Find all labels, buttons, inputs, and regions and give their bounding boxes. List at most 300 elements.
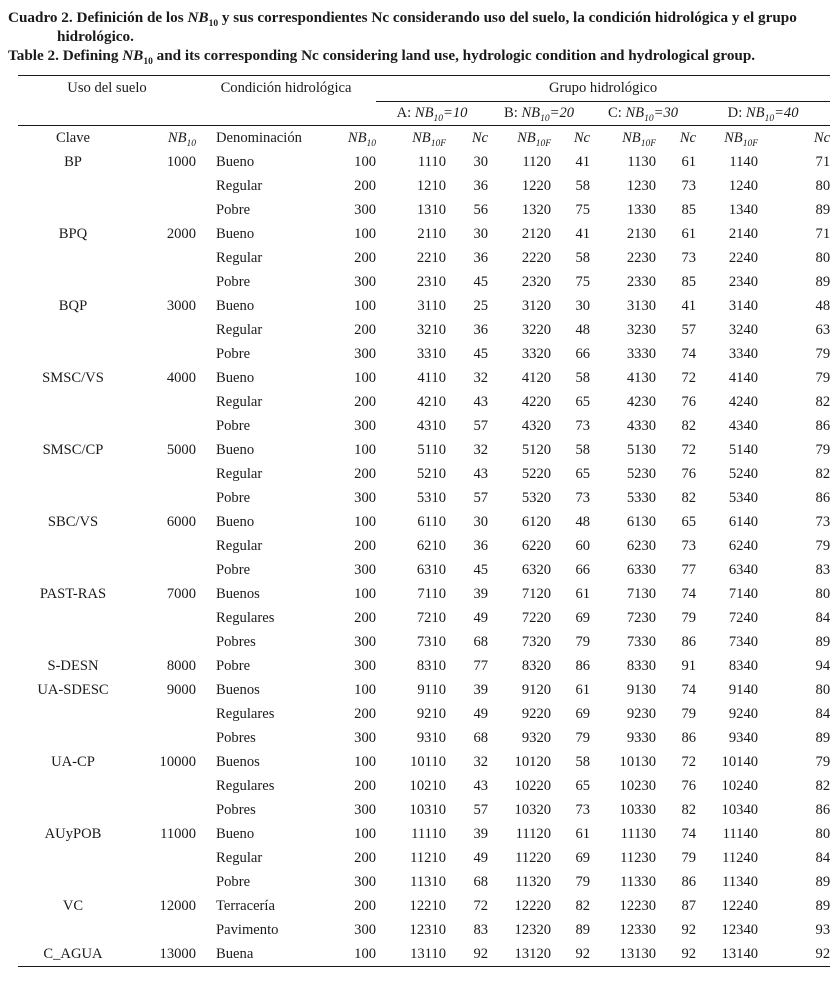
cell: 8330 — [626, 657, 657, 674]
nb-subscript: 10 — [208, 19, 219, 30]
table-row — [18, 246, 830, 270]
cell: 76 — [681, 777, 697, 794]
cell: 12230 — [619, 897, 657, 914]
cell: 3000 — [166, 297, 197, 314]
cell — [18, 702, 128, 726]
cell: 92 — [681, 921, 697, 938]
cell: 11330 — [620, 873, 657, 890]
cell: 89 — [815, 633, 831, 650]
nb-symbol: NB — [167, 129, 187, 146]
cell — [128, 534, 196, 558]
cell: 7000 — [166, 585, 197, 602]
cell — [18, 318, 128, 342]
cell: 3310 — [416, 345, 447, 362]
cell: 71 — [815, 153, 831, 170]
cell: 11120 — [515, 825, 552, 842]
cell: 100 — [354, 153, 377, 170]
cell: Buenos — [216, 681, 260, 698]
col-header-nc-a: Nc — [471, 129, 489, 146]
cell: Bueno — [216, 441, 255, 458]
cell: 80 — [815, 249, 831, 266]
cell: 65 — [575, 465, 591, 482]
nb-subscript: 10F — [535, 138, 552, 149]
cell: 1110 — [417, 153, 447, 170]
cell: UA-SDESC — [37, 681, 109, 698]
cell: 100 — [354, 225, 377, 242]
cell: 300 — [354, 489, 377, 506]
nb-symbol: NB — [187, 9, 209, 26]
cell: Buena — [216, 945, 254, 962]
cell — [18, 390, 128, 414]
cell: 4230 — [626, 393, 657, 410]
cell: 5330 — [626, 489, 657, 506]
cell — [128, 870, 196, 894]
cell: 9240 — [728, 705, 759, 722]
nb-symbol: NB — [625, 105, 645, 122]
cell: Pobre — [216, 873, 251, 890]
cell: 100 — [354, 297, 377, 314]
cell: 65 — [575, 393, 591, 410]
cell: 61 — [575, 585, 591, 602]
cell — [128, 630, 196, 654]
cell: 300 — [354, 921, 377, 938]
cell — [18, 846, 128, 870]
cell — [128, 390, 196, 414]
cell: 9320 — [521, 729, 552, 746]
cell: 300 — [354, 345, 377, 362]
cell: 30 — [473, 225, 489, 242]
cell: Pobres — [216, 633, 256, 650]
cell: 8000 — [166, 657, 197, 674]
cell: 9120 — [521, 681, 552, 698]
cell: 57 — [473, 801, 489, 818]
table-row — [18, 726, 830, 750]
cell: 6000 — [166, 513, 197, 530]
cell: 89 — [815, 201, 831, 218]
caption-spanish-line1 — [8, 8, 832, 30]
nb-symbol: NB — [347, 129, 367, 146]
cell: 8320 — [521, 657, 552, 674]
cell: 6140 — [728, 513, 759, 530]
nb-subscript: 10F — [742, 138, 759, 149]
cell: 79 — [681, 609, 697, 626]
caption-english — [8, 46, 832, 68]
cell: 80 — [815, 825, 831, 842]
table-row — [18, 366, 830, 390]
cell: 1140 — [729, 153, 759, 170]
cell — [128, 486, 196, 510]
cell: 25 — [473, 297, 489, 314]
cell: 2140 — [728, 225, 759, 242]
table-row — [18, 438, 830, 462]
header-condicion-hidrologica: Condición hidrológica — [220, 80, 352, 97]
table-row — [18, 534, 830, 558]
cell: Pobre — [216, 273, 251, 290]
cell: 41 — [681, 297, 697, 314]
cell: 6220 — [521, 537, 552, 554]
nb-subscript: 10 — [366, 138, 377, 149]
cell: 2130 — [626, 225, 657, 242]
cell: 89 — [815, 729, 831, 746]
cell: 73 — [575, 489, 591, 506]
cell: 65 — [681, 513, 697, 530]
col-header-denominacion: Denominación — [216, 129, 302, 146]
cell: 73 — [575, 801, 591, 818]
cell: 12340 — [721, 921, 759, 938]
cell: 92 — [473, 945, 489, 962]
cell — [18, 270, 128, 294]
cell: 13120 — [514, 945, 552, 962]
cell: 1340 — [728, 201, 759, 218]
col-header-clave: Clave — [55, 129, 91, 146]
cell: 73 — [681, 537, 697, 554]
cell: 69 — [575, 849, 591, 866]
cell: 57 — [473, 417, 489, 434]
nb-subscript: 10F — [430, 138, 447, 149]
cell: 83 — [815, 561, 831, 578]
cell — [18, 918, 128, 942]
cell: Bueno — [216, 513, 255, 530]
cell: 300 — [354, 873, 377, 890]
cell: Regular — [216, 249, 263, 266]
header-group-b — [488, 102, 590, 126]
table-row — [18, 198, 830, 222]
cell: 72 — [681, 753, 697, 770]
cell: 1330 — [626, 201, 657, 218]
cell: 3110 — [417, 297, 447, 314]
cell: 2000 — [166, 225, 197, 242]
table-row — [18, 390, 830, 414]
cell — [18, 870, 128, 894]
cell: 43 — [473, 777, 489, 794]
cell: 86 — [681, 633, 697, 650]
cell: 4240 — [728, 393, 759, 410]
cell: Pobre — [216, 561, 251, 578]
group-value: =40 — [774, 105, 799, 122]
cell — [18, 462, 128, 486]
cell: 4340 — [728, 417, 759, 434]
nb-subscript: 10 — [764, 114, 775, 125]
table-row — [18, 942, 830, 967]
cell: 1230 — [626, 177, 657, 194]
cell: 76 — [681, 465, 697, 482]
cell: SMSC/VS — [42, 369, 104, 386]
cell: 74 — [681, 681, 697, 698]
cell: Bueno — [216, 153, 255, 170]
cell: 300 — [354, 561, 377, 578]
cell: 3120 — [521, 297, 552, 314]
cell: 1320 — [521, 201, 552, 218]
cell: 94 — [815, 657, 831, 674]
cell — [18, 726, 128, 750]
col-header-nb10f-d — [696, 126, 758, 151]
cell: 79 — [815, 537, 831, 554]
cell: Bueno — [216, 369, 255, 386]
cell: 2230 — [626, 249, 657, 266]
nb-symbol: NB — [122, 47, 144, 64]
cell: 200 — [354, 537, 377, 554]
cell: 1000 — [166, 153, 197, 170]
cell: 6320 — [521, 561, 552, 578]
cell: 11220 — [515, 849, 552, 866]
cell: 300 — [354, 801, 377, 818]
caption-block — [0, 0, 838, 68]
header-row-columns — [18, 126, 830, 151]
cell: 10220 — [514, 777, 552, 794]
cell: UA-CP — [51, 753, 95, 770]
table-row — [18, 582, 830, 606]
cell: 10240 — [721, 777, 759, 794]
nb-subscript: 10 — [143, 57, 153, 68]
group-letter: B: — [504, 105, 522, 122]
cell: 72 — [681, 441, 697, 458]
cell: 9310 — [416, 729, 447, 746]
cell: 45 — [473, 273, 489, 290]
header-row-hydrologic-groups — [18, 102, 830, 126]
cell — [18, 630, 128, 654]
cell: Regulares — [216, 705, 275, 722]
table-row — [18, 774, 830, 798]
table-row — [18, 486, 830, 510]
cell: 43 — [473, 393, 489, 410]
cell: 45 — [473, 345, 489, 362]
cell: 9140 — [728, 681, 759, 698]
cell: Bueno — [216, 297, 255, 314]
table-row — [18, 174, 830, 198]
cell: 1120 — [522, 153, 552, 170]
cell: 12240 — [721, 897, 759, 914]
cell: Pobre — [216, 201, 251, 218]
cell: Bueno — [216, 825, 255, 842]
header-group-d — [696, 102, 830, 126]
cell: 80 — [815, 585, 831, 602]
header-grupo-hidrologico: Grupo hidrológico — [376, 76, 830, 102]
cell — [18, 246, 128, 270]
cell: 61 — [681, 153, 697, 170]
cell: 11240 — [722, 849, 759, 866]
cell: 68 — [473, 633, 489, 650]
cell: 3220 — [521, 321, 552, 338]
cell: 200 — [354, 897, 377, 914]
cell: 69 — [575, 705, 591, 722]
table-row — [18, 798, 830, 822]
cell: 58 — [575, 177, 591, 194]
group-value: =20 — [549, 105, 575, 122]
cell: 48 — [575, 513, 591, 530]
cell: 12210 — [409, 897, 447, 914]
cell: 7130 — [626, 585, 657, 602]
cell — [128, 318, 196, 342]
cell: 82 — [815, 777, 831, 794]
cell: 89 — [815, 273, 831, 290]
caption-text: y sus correspondientes Nc considerando uso del suelo, la condición hidrológica y el grupo — [218, 9, 797, 26]
cell: 6240 — [728, 537, 759, 554]
cell: 63 — [815, 321, 831, 338]
cell: 58 — [575, 441, 591, 458]
cell: 10120 — [514, 753, 552, 770]
table-row — [18, 606, 830, 630]
cell — [128, 918, 196, 942]
cell: Regulares — [216, 777, 275, 794]
cell: 10320 — [514, 801, 552, 818]
table-body — [18, 150, 830, 967]
cell: 87 — [681, 897, 697, 914]
cell: 4310 — [416, 417, 447, 434]
cell: 66 — [575, 345, 591, 362]
cell: 73 — [681, 249, 697, 266]
cell: BPQ — [58, 225, 88, 242]
cell: 7120 — [521, 585, 552, 602]
cell: 200 — [354, 849, 377, 866]
cell: 9130 — [626, 681, 657, 698]
cell — [18, 174, 128, 198]
cell: 39 — [473, 585, 489, 602]
cell: 1220 — [521, 177, 552, 194]
cell: 7140 — [728, 585, 759, 602]
table-row — [18, 750, 830, 774]
cell: 9000 — [166, 681, 197, 698]
table-row — [18, 870, 830, 894]
cell: 5230 — [626, 465, 657, 482]
cell: 300 — [354, 201, 377, 218]
cell: 73 — [815, 513, 831, 530]
cell: 4000 — [166, 369, 197, 386]
cell — [128, 462, 196, 486]
cell: 79 — [815, 345, 831, 362]
cell: 10330 — [619, 801, 657, 818]
cell: 79 — [575, 633, 591, 650]
cell: 7310 — [416, 633, 447, 650]
cell: 300 — [354, 729, 377, 746]
cell: 82 — [815, 393, 831, 410]
cell: 36 — [473, 321, 489, 338]
table-row — [18, 342, 830, 366]
cell: 13000 — [159, 945, 197, 962]
cell: Buenos — [216, 753, 260, 770]
cell: 86 — [575, 657, 591, 674]
cell: 3210 — [416, 321, 447, 338]
cell: 61 — [681, 225, 697, 242]
col-header-nb10f-b — [488, 126, 551, 151]
cell: 100 — [354, 441, 377, 458]
cell: 73 — [575, 417, 591, 434]
cell: 2110 — [417, 225, 447, 242]
cell: 11140 — [722, 825, 759, 842]
cell: Regular — [216, 849, 263, 866]
cell: 79 — [681, 705, 697, 722]
cell: 93 — [815, 921, 831, 938]
cell: Pobre — [216, 345, 251, 362]
cell: 4330 — [626, 417, 657, 434]
cell: 32 — [473, 753, 489, 770]
cell: 30 — [575, 297, 591, 314]
table-row — [18, 822, 830, 846]
cell: 12000 — [159, 897, 197, 914]
cell: 7340 — [728, 633, 759, 650]
cell: Regular — [216, 537, 263, 554]
cell: 77 — [681, 561, 697, 578]
cell: 92 — [815, 945, 831, 962]
cell: 82 — [681, 489, 697, 506]
cell: 1210 — [416, 177, 447, 194]
table-row — [18, 630, 830, 654]
cell: 75 — [575, 273, 591, 290]
cell — [18, 414, 128, 438]
col-header-nc-d: Nc — [813, 129, 831, 146]
header-group-a — [376, 102, 488, 126]
cell: 2320 — [521, 273, 552, 290]
cell: 89 — [575, 921, 591, 938]
cell: 58 — [575, 753, 591, 770]
cell: 5320 — [521, 489, 552, 506]
cell: 72 — [681, 369, 697, 386]
cell: 84 — [815, 609, 831, 626]
nb-subscript: 10 — [644, 114, 654, 125]
cell: 80 — [815, 177, 831, 194]
cell: 12330 — [619, 921, 657, 938]
cell — [18, 534, 128, 558]
cell: 1130 — [627, 153, 657, 170]
cell: 56 — [473, 201, 489, 218]
cell: 6230 — [626, 537, 657, 554]
cell: 3240 — [728, 321, 759, 338]
cell — [18, 342, 128, 366]
cell: C_AGUA — [43, 945, 103, 962]
cell — [128, 174, 196, 198]
table-row — [18, 510, 830, 534]
cell: 10140 — [721, 753, 759, 770]
cell: 200 — [354, 393, 377, 410]
cell: 8340 — [728, 657, 759, 674]
cell: 86 — [815, 489, 831, 506]
table-row — [18, 702, 830, 726]
cell: 49 — [473, 849, 489, 866]
cell: 60 — [575, 537, 591, 554]
cell: 2310 — [416, 273, 447, 290]
cell: 4130 — [626, 369, 657, 386]
cell: 300 — [354, 273, 377, 290]
table-row — [18, 462, 830, 486]
cell: 6120 — [521, 513, 552, 530]
cell: 86 — [681, 729, 697, 746]
cell: 39 — [473, 681, 489, 698]
cell: 6110 — [417, 513, 447, 530]
cell: 30 — [473, 153, 489, 170]
cell — [18, 798, 128, 822]
cell: 68 — [473, 729, 489, 746]
cell: S-DESN — [47, 657, 99, 674]
cell: 82 — [575, 897, 591, 914]
cell: 76 — [681, 393, 697, 410]
cell — [128, 846, 196, 870]
cell: 12320 — [514, 921, 552, 938]
cell: 7320 — [521, 633, 552, 650]
cell: 79 — [815, 441, 831, 458]
cell: 5110 — [417, 441, 447, 458]
cell: 11230 — [620, 849, 657, 866]
cell: 200 — [354, 249, 377, 266]
cell: 2340 — [728, 273, 759, 290]
table-row — [18, 414, 830, 438]
header-row-groups — [18, 76, 830, 102]
cell: BP — [64, 153, 82, 170]
group-letter: A: — [396, 105, 415, 122]
cell: 61 — [575, 825, 591, 842]
cell: 83 — [473, 921, 489, 938]
nb-subscript: 10 — [540, 114, 550, 125]
cell: 1310 — [416, 201, 447, 218]
cell: 9230 — [626, 705, 657, 722]
